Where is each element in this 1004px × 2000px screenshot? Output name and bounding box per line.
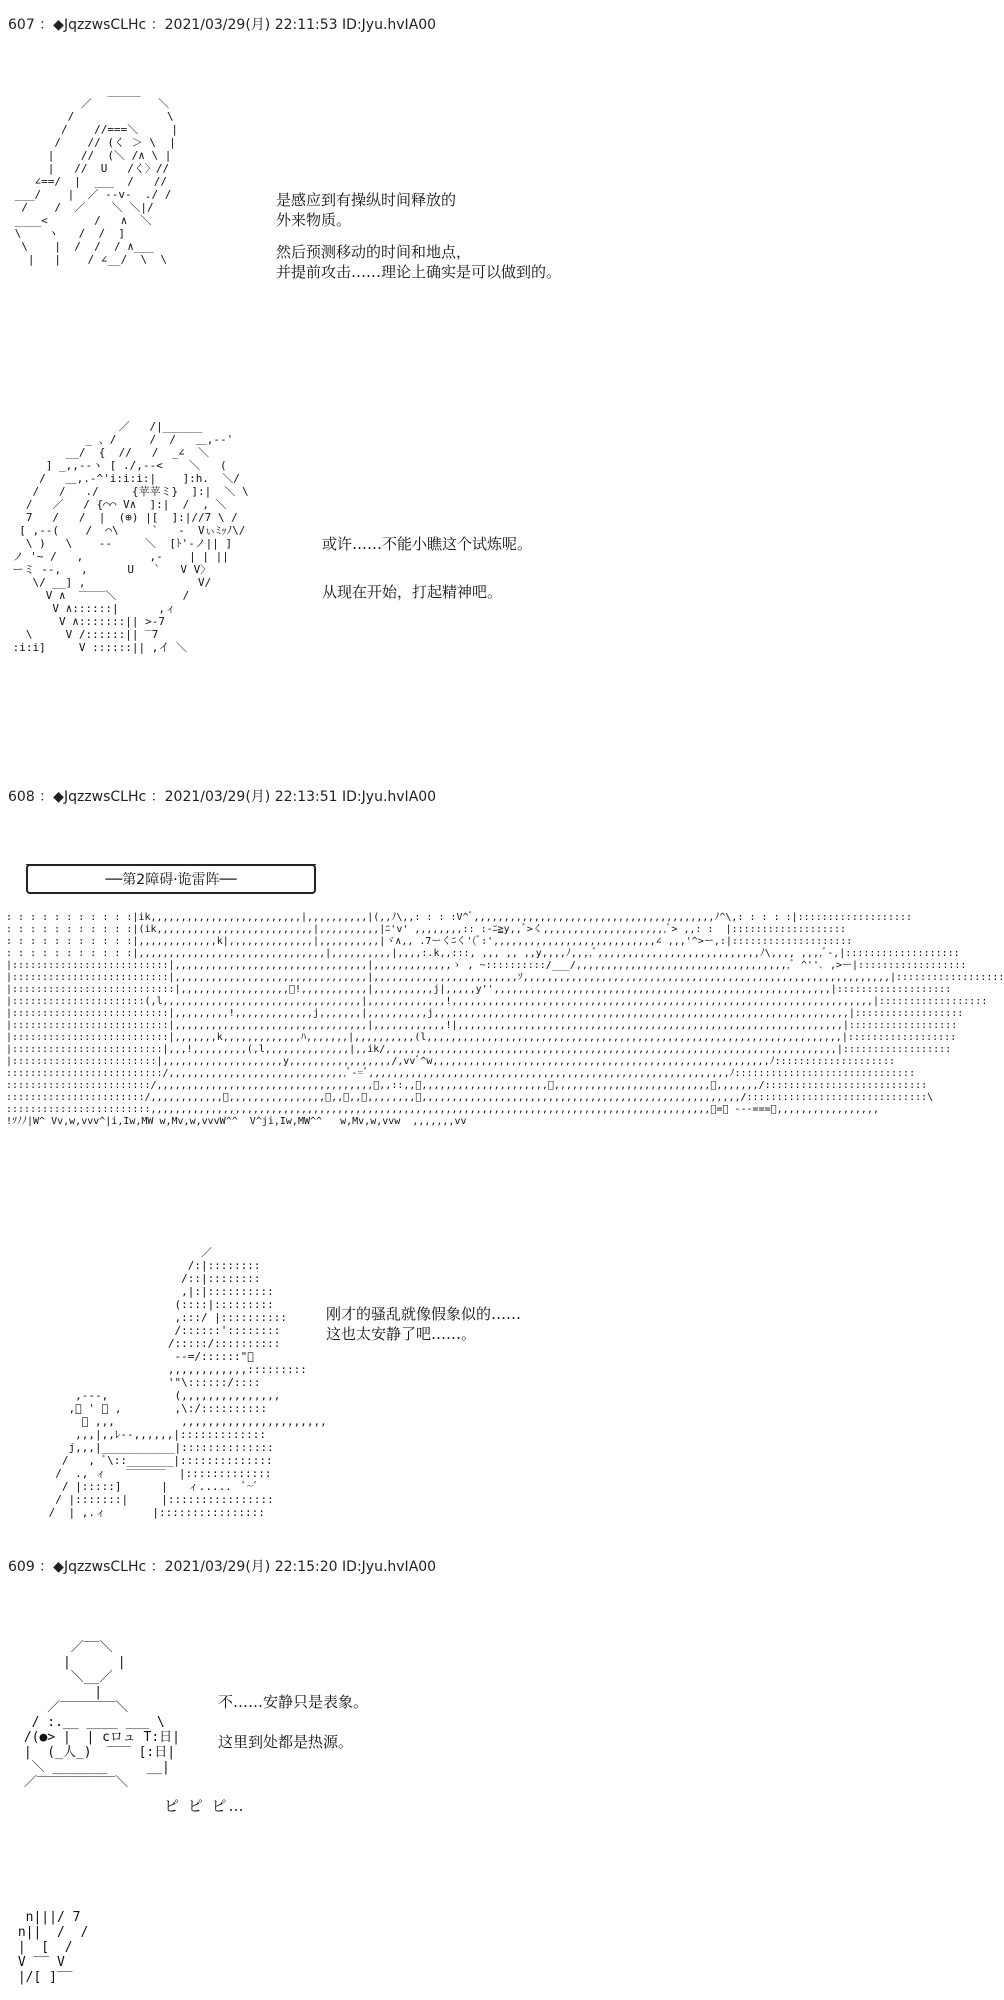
- sound-effect-text: ピ ピ ピ…: [164, 1797, 246, 1815]
- dialog-line: 这也太安静了吧……。: [326, 1325, 477, 1343]
- ascii-art-character-1: _____ ／ ＼ / \ / //===＼ | / // (く ＞ \ | | // (＼ /∧ \ | | // U /く〉// ∠==/ | ___ / // ___/ | ／ ‐-v‐ ./ / / / ／ ＼ ＼|/ ____< / ∧ ＼ \ ヽ / / ] \ | / / / ∧___ | | / ∠__/ \ \: [14, 84, 178, 266]
- ascii-art-character-2: ／ /|______ _ 、/ / / ＿,-‐' __/ { // / _∠ ＼ ] _,,--ヽ [ ./,-‐< ＼ ( / ＿,.-^'i:i:i:| ]:h. ＼/ / / ./ {苹苹ミ} ]:| ＼ \ / ／ / {⌒⌒ V∧ ]:| / , ＼ 7 / / | (⊕) |[ ]:|//7 \ / [ ,-‐( / ⌒\ ` ‐ Vぃﾐｯﾉ\/ \ ) \ -‐ ＼ [ﾄ'-ノ|| ] ノ '~ / , ,- | | || ーミ -‐, , U ` V V〉 \/ __] , V/ V ∧ ‾‾‾‾＼ / V ∧::::::| ,ィ V ∧:::::::|| >-7 \ V /::::::|| ‾7 :i:i] V ::::::|| ,イ ＼: [12, 420, 249, 654]
- ascii-art-silhouette: ／ /:|:::::::: /::|:::::::: ,|:|:::::::::: (::::|::::::::: ,:::/ |:::::::::: /::::::':::::::: /:::::/:::::::::: -‐=/::::::"ﾞ ,,,,,,,,,,,,::::::::: '"\::::::/:::: ,---, (,,,,,,,,,,,,,,, ,ﾞ ' ﾞ , ,\:/:::::::::: ﾞ ,,, ,,,,,,,,,,,,,,,,,,,,,, ,,,|,,ﾚ--,,,,,,|::::::::::::: j,,,|___________|:::::::::::::: / , ﾞ\::_______|:::::::::::::: / ., ィ ‾‾‾‾‾‾ |::::::::::::: / |:::::] | ィ..... ﾞ~ﾞ / |:::::::| |:::::::::::::::: / | ,.ィ |::::::::::::::::: [48, 1246, 327, 1519]
- dialog-line: 是感应到有操纵时间释放的: [276, 191, 457, 209]
- dialog-line: 从现在开始，打起精神吧。: [322, 583, 503, 601]
- post-header-609: 609 ：◆JqzzwsCLHc ：2021/03/29(月) 22:15:20 ID:Jyu.hvIA00: [8, 1559, 437, 1575]
- post-header-608: 608 ：◆JqzzwsCLHc ：2021/03/29(月) 22:13:51 ID:Jyu.hvIA00: [8, 789, 437, 805]
- ascii-art-robot: ／‾‾＼ | | ＼__／ | ／‾‾‾‾‾‾‾＼ / :.__ ____ ___ \ /(●> | | cロュ T:日| | (_人_) ‾‾‾ [:日| ＼ _______ __| ／‾‾‾‾‾‾‾‾‾‾＼: [23, 1640, 180, 1790]
- dialog-609-a: [218, 1692, 368, 1752]
- ascii-art-scenery: : : : : : : : : : : :|ik,,,,,,,,,,,,,,,,,,,,,,,,,|,,,,,,,,,,|(,,ﾉ\,,: : : :V^ﾞ,,,,,,,,,,,,,,,,,,,,,,,,,,,,,,,,,,,,,,,,ﾉ^\,: : : : :|::::::::::::::::::: : : : : : : : : : : :|(ik,,,,,,,,,,,,,,,,,,,,,,,,,,|,,,,,,,,,,|ﾆ'v' ,,,,,,,,:: :-ﾆ≧y,,ﾞ>く,,,,,,,,,,,,,,,,,,,,,ﾞ> ,,: : |::::::::::::::::::: : : : : : : : : : : :|,,,,,,,,,,,,,k|,,,,,,,,,,,,,,|,,,,,,,,,,|ヾ∧,, .7ーくﾆく'(ﾞ:',,,,,,,,,,,,,,,,,,,,,,,,,,,∠ ,,,'^>ー,:|:::::::::::::::::::: : : : : : : : : : : :|,,,,,,,,,,,,,,,,,,,,,,,,,,,,,,,|,,,,,,,,,,|,,,,:.k,,:::, ,,, ,, ,,y,,,,ﾉ,,,,ﾞ,,,,,,,,,,,,,,,,,,,,,,,,,,,ﾉ\,,,, ,,,,ﾞ-,|::::::::::::::::::: |::::::::::::::::::::::::::|,,,,,,,,,,,,,,,,,,,,,,,,,,,,,,,,|,,,,,,,,,,,,,ゝ , ~::::::::::/___/,,,,,,,,,,,,,,,,,,,,,,,,,,,,,,,,,,,,ﾞ ^''､ ,>ー|:::::::::::::::::: |::::::::::::::::::::::::::|,,,,,,,,,,,,,,,,,,,,,,,,,,,,,,,,|,,,,,,,,,,,,,,,,,,,,,,,,ｿ,,,,,,,,,,,,,,,,,,,,,,,,,,,,,,,,,,,,,,,,,,,,,,,,,,,,,,,,,,,,,|:::::::::::::::::: |:::::::::::::::::::::::::::|,,,,,,,,,,,,,,,,,,ﾞ!,,,,,,,,,,,|,,,,,,,,,,j|,,,,,y'',,,,,,,,,,,,,,,,,,,,,,,,,,,,,,,,,,,,,,,,,,,,,,,,,,,,,,,,|::::::::::::::::::: |::::::::::::::::::::::(,l,,,,,,,,,,,,,,,,,,,,,,,,,,,,,,,,,|,,,,,,,,,,,,,!,,,,,,,,,,,,,,,,,,,,,,,,,,,,,,,,,,,,,,,,,,,,,,,,,,,,,,,,,,,,,,,,,,,,,,|:::::::::::::::::: |::::::::::::::::::::::::::|,,,,,,,,,!,,,,,,,,,,,,,j,,,,,,,|,,,,,,,,,,j,,,,,,,,,,,,,,,,,,,,,,,,,,,,,,,,,,,,,,,,,,,,,,,,,,,,,,,,,,,,,,,,,,,,,|:::::::::::::::::: |::::::::::::::::::::::::::|,,,,,,,,,,,,,,,,,,,,,,,,,,,,,,,,|,,,,,,,,,,,,!|,,,,,,,,,,,,,,,,,,,,,,,,,,,,,,,,,,,,,,,,,,,,,,,,,,,,,,,,,,,,,,,,|:::::::::::::::::: |::::::::::::::::::::::::::|,,,,,,,k,,,,,,,,,,,,,ﾊ,,,,,,,|,,,,,,,,,,(l,,,,,,,,,,,,,,,,,,,,,,,,,,,,,,,,,,,,,,,,,,,,,,,,,,,,,,,,,,,,,,,,,,,,,|:::::::::::::::::: |:::::::::::::::::::::::::|,,,!,,,,,,,,,(,l,,,,,,,,,,,,,,|,,ik/,,,,,,,,,,,,,,,,,,,,,,,,,,,,,,,,,,,,,,,,,,,,,,,,,,,,,,,,,,,,,,,,,,,,,,,,,,,|:::::::::::::::::: |::::::::::::::::::::::::|,,,,,,,,,,,,,,,,,,,,y,,,,,,,,,,,,,,,,,/,vvﾞ^w,,,,,,,,,,,,,,,,,,,,,,,,,,,,,,,,,,,,,,,,,,,,,,,,,,,,,,,,ﾉ:::::::::::::::::::: ::::::::::::::::::::::::::/,,,,,,,,,,,,,,,,,,,,,,,,,,,,,,ﾞ-=ﾞ,,,,,,,,,,,,,,,,,,,,,,,,,,,,,,,,,,,,,,,,,,,,,,,,,,,,,,,,,,,,ﾉ:::::::::::::::::::::::::::::: ::::::::::::::::::::::::/,,,,,,,,,,,,,,,,,,,,,,,,,,,,,,,,,,,,ﾞ,,::,,ﾞ,,,,,,,,,,,,,,,,,,,,,ﾞ,,,,,,,,,,,,,,,,,,,,,,,,,,ﾞ,,,,,,,/::::::::::::::::::::::::::: :::::::::::::::::::::::/,,,,,,,,,,,,ﾞ,,,,,,,,,,,,,,,,ﾞ,,ﾞ,,ﾞ,,,,,,,,ﾞ,,,,,,,,,,,,,,,,,,,,,,,,,,,,,,,,,,,,,,,,,,,,,,,,,,,,,/::::::::::::::::::::::::::::::\ ::::::::::::::::::::::::,,,,,,,,,,,,,,,,,,,,,,,,,,,,,,,,,,,,,,,,,,,,,,,,,,,,,,,,,,,,,,,,,,,,,,,,,,,,,,,,,,,,,,,,,,,,,ﾞ=ﾞ ---===ﾞ,,,,,,,,,,,,,,,,, !ｿﾉﾉ|W^ Vv,w,vvv^|i,Iw,MW w,Mv,w,vvvW^^ V^ji,Iw,MW^^ w,Mv,w,vvw ,,,,,,,vv: [6, 912, 1004, 1127]
- dialog-line: 刚才的骚乱就像假象似的……: [326, 1305, 522, 1323]
- sound-effect: [164, 1796, 246, 1816]
- chapter-title-box: [26, 864, 316, 894]
- dialog-607-b: [322, 534, 532, 602]
- ascii-art-fragment: n|||/ 7 n|| / / | [ / V ‾‾ V |/[ ]‾‾: [17, 1910, 89, 1985]
- dialog-608-a: [326, 1304, 521, 1344]
- chapter-title: ──第2障碍·诡雷阵──: [105, 872, 237, 888]
- dialog-line: 这里到处都是热源。: [218, 1733, 354, 1751]
- dialog-line: 不……安静只是表象。: [218, 1693, 369, 1711]
- dialog-line: 外来物质。: [276, 211, 352, 229]
- dialog-line: 然后预测移动的时间和地点，: [276, 243, 472, 261]
- dialog-line: 或许……不能小瞧这个试炼呢。: [322, 535, 533, 553]
- dialog-607-a: [276, 190, 561, 282]
- post-header-607: 607 ：◆JqzzwsCLHc ：2021/03/29(月) 22:11:53 ID:Jyu.hvIA00: [8, 17, 437, 33]
- dialog-line: 并提前攻击……理论上确实是可以做到的。: [276, 263, 562, 281]
